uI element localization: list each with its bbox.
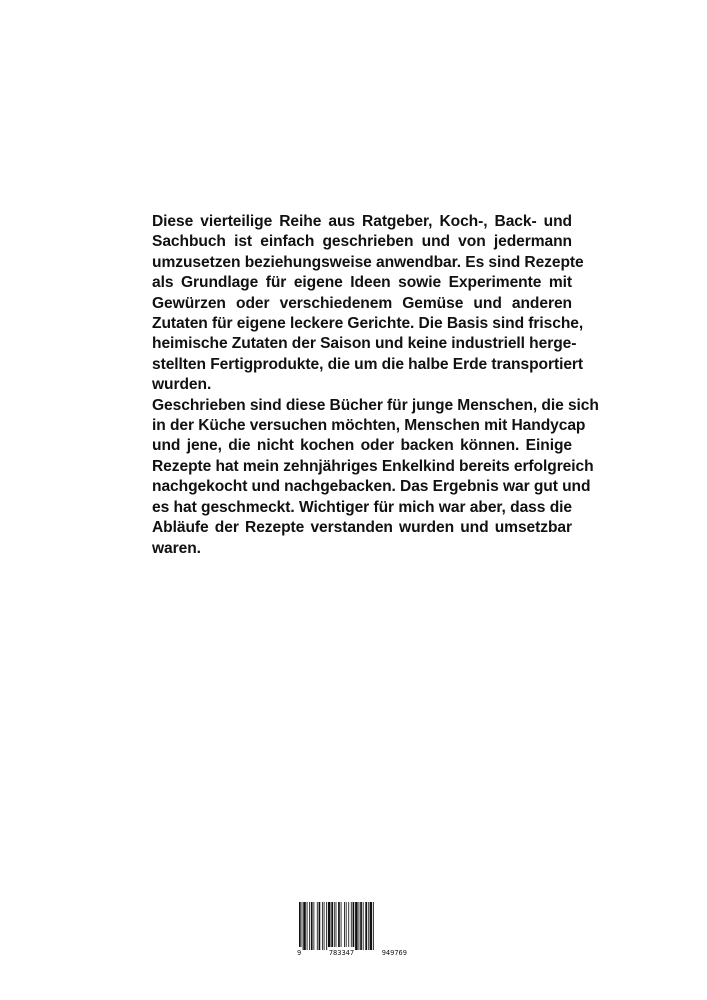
description-line: Abläufe der Rezepte verstanden wurden und umsetzbar — [152, 519, 572, 537]
barcode-digit-group: 949769 — [381, 949, 407, 957]
back-cover-description — [152, 212, 599, 559]
description-line: Zutaten für eigene leckere Gerichte. Die Basis sind frische, — [152, 315, 584, 333]
description-line: heimische Zutaten der Saison und keine industriell herge- — [152, 335, 577, 353]
barcode-bars — [296, 902, 408, 950]
description-line: wurden. — [152, 376, 212, 394]
isbn-barcode — [296, 902, 408, 958]
description-line: und jene, die nicht kochen oder backen können. Einige — [152, 437, 572, 455]
description-line: nachgekocht und nachgebacken. Das Ergebnis war gut und — [152, 478, 591, 496]
description-line: Diese vierteilige Reihe aus Ratgeber, Koch-, Back- und — [152, 213, 572, 230]
description-line: als Grundlage für eigene Ideen sowie Experimente mit — [152, 274, 572, 292]
barcode-digit-group: 9 — [297, 949, 302, 957]
description-line: Gewürzen oder verschiedenem Gemüse und anderen — [152, 294, 572, 312]
barcode-digits — [296, 947, 408, 959]
description-line: Sachbuch ist einfach geschrieben und von jedermann — [152, 233, 572, 251]
description-line: stellten Fertigprodukte, die um die halbe Erde transportiert — [152, 355, 584, 373]
description-line: waren. — [152, 539, 201, 557]
description-line: Geschrieben sind diese Bücher für junge Menschen, die sich — [152, 396, 599, 414]
description-line: Rezepte hat mein zehnjähriges Enkelkind bereits erfolgreich — [152, 457, 594, 475]
description-line: in der Küche versuchen möchten, Menschen mit Handycap — [152, 417, 586, 435]
description-line: umzusetzen beziehungsweise anwendbar. Es sind Rezepte — [152, 253, 584, 271]
barcode-digit-group: 783347 — [328, 949, 355, 957]
description-line: es hat geschmeckt. Wichtiger für mich war aber, dass die — [152, 498, 572, 516]
